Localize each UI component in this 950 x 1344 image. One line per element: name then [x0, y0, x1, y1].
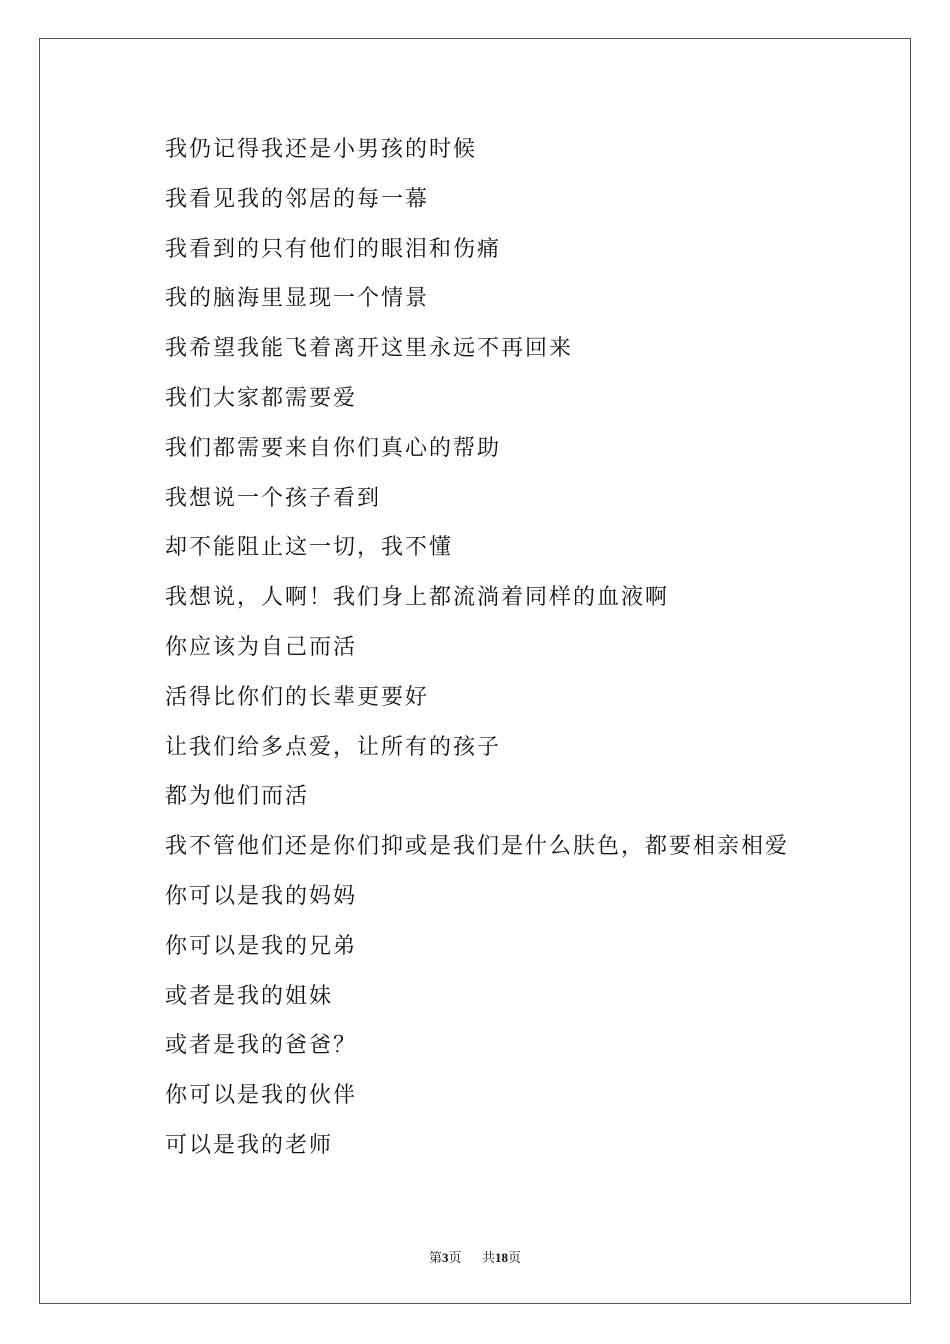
text-line: 我的脑海里显现一个情景: [165, 286, 430, 312]
text-line: 你可以是我的妈妈: [165, 883, 358, 909]
text-line: 我们大家都需要爱: [165, 385, 358, 411]
text-line: 我仍记得我还是小男孩的时候: [165, 137, 478, 162]
text-line: 你可以是我的兄弟: [165, 933, 358, 959]
text-line: 我不管他们还是你们抑或是我们是什么肤色，都要相亲相爱: [165, 834, 790, 860]
text-line: 都为他们而活: [165, 784, 310, 810]
text-line: 我们都需要来自你们真心的帮助: [165, 435, 502, 461]
text-line: 我看见我的邻居的每一幕: [165, 186, 430, 212]
current-page-number: 3: [441, 1250, 449, 1265]
text-line: 或者是我的爸爸？: [165, 1033, 358, 1059]
page-footer: [0, 1247, 950, 1266]
text-line: 活得比你们的长辈更要好: [165, 684, 430, 710]
text-line: 我希望我能飞着离开这里永远不再回来: [165, 336, 574, 362]
text-line: 可以是我的老师: [165, 1132, 334, 1158]
text-line: 我看到的只有他们的眼泪和伤痛: [165, 236, 502, 262]
total-page-count: 18: [495, 1250, 509, 1265]
text-line: 你可以是我的伙伴: [165, 1083, 358, 1109]
text-line: 却不能阻止这一切，我不懂: [165, 535, 454, 561]
text-line: 你应该为自己而活: [165, 634, 358, 660]
total-pages-indicator: 共18页: [482, 1250, 522, 1265]
text-line: 或者是我的姐妹: [165, 983, 334, 1009]
page-number-indicator: 第3页: [428, 1250, 462, 1265]
text-line: 让我们给多点爱，让所有的孩子: [165, 734, 502, 760]
text-line: 我想说一个孩子看到: [165, 485, 382, 511]
lyrics-text-body: [165, 130, 865, 1176]
text-line: 我想说，人啊！我们身上都流淌着同样的血液啊: [165, 585, 670, 611]
